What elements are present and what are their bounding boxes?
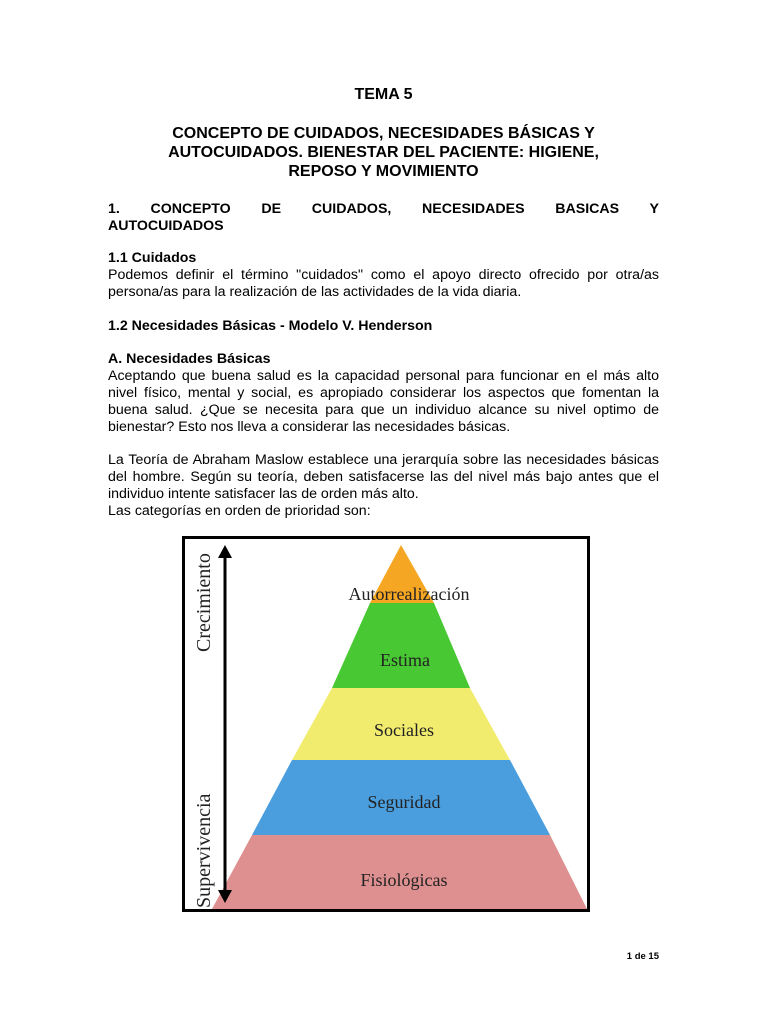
cuidados-section — [108, 250, 659, 301]
maslow-pyramid-svg — [182, 536, 596, 912]
maslow-paragraph: La Teoría de Abraham Maslow establece una jerarquía sobre las necesidades básicas del hombre. Según su teoría, deben satisfacerse las del nivel más bajo antes que el individuo intente satisfacer las de orden más alto. — [108, 452, 659, 502]
section-1-line: AUTOCUIDADOS — [108, 218, 224, 234]
section-1-line: 1. CONCEPTO DE CUIDADOS, NECESIDADES BASICAS Y — [108, 201, 659, 217]
cuidados-paragraph: Podemos definir el término "cuidados" como el apoyo directo ofrecido por otra/as persona/as para la realización de las actividades de la vida diaria. — [108, 267, 659, 300]
title-line: REPOSO Y MOVIMIENTO — [288, 163, 479, 180]
henderson-heading: 1.2 Necesidades Básicas - Modelo V. Henderson — [108, 318, 433, 334]
tema-heading: TEMA 5 — [354, 86, 413, 103]
title-line: CONCEPTO DE CUIDADOS, NECESIDADES BÁSICAS Y — [172, 125, 595, 142]
document-title — [128, 124, 639, 181]
maslow-section — [108, 452, 659, 520]
level-label-autorrealizacion: Autorrealización — [348, 584, 470, 604]
level-label-fisiologicas: Fisiológicas — [360, 870, 448, 890]
page-number: 1 de 15 — [626, 951, 659, 962]
maslow-pyramid-figure — [182, 536, 596, 912]
level-label-estima: Estima — [380, 650, 430, 670]
necesidades-paragraph: Aceptando que buena salud es la capacidad personal para funcionar en el más alto nivel físico, mental y social, es apropiado considerar los aspectos que fomentan la buena salud. ¿Que se necesita para que un individuo alcance su nivel optimo de bienestar? Esto nos lleva a considerar las necesidades básicas. — [108, 368, 659, 435]
level-label-seguridad: Seguridad — [367, 792, 441, 812]
cuidados-heading: 1.1 Cuidados — [108, 250, 197, 266]
arrow-label-supervivencia: Supervivencia — [193, 793, 215, 908]
arrow-label-crecimiento: Crecimiento — [193, 553, 215, 652]
section-1-heading — [108, 201, 659, 235]
title-line: AUTOCUIDADOS. BIENESTAR DEL PACIENTE: HIGIENE, — [168, 144, 599, 161]
necesidades-heading: A. Necesidades Básicas — [108, 351, 271, 367]
categories-intro: Las categorías en orden de prioridad son: — [108, 503, 371, 519]
level-label-sociales: Sociales — [374, 720, 434, 740]
necesidades-section — [108, 351, 659, 436]
